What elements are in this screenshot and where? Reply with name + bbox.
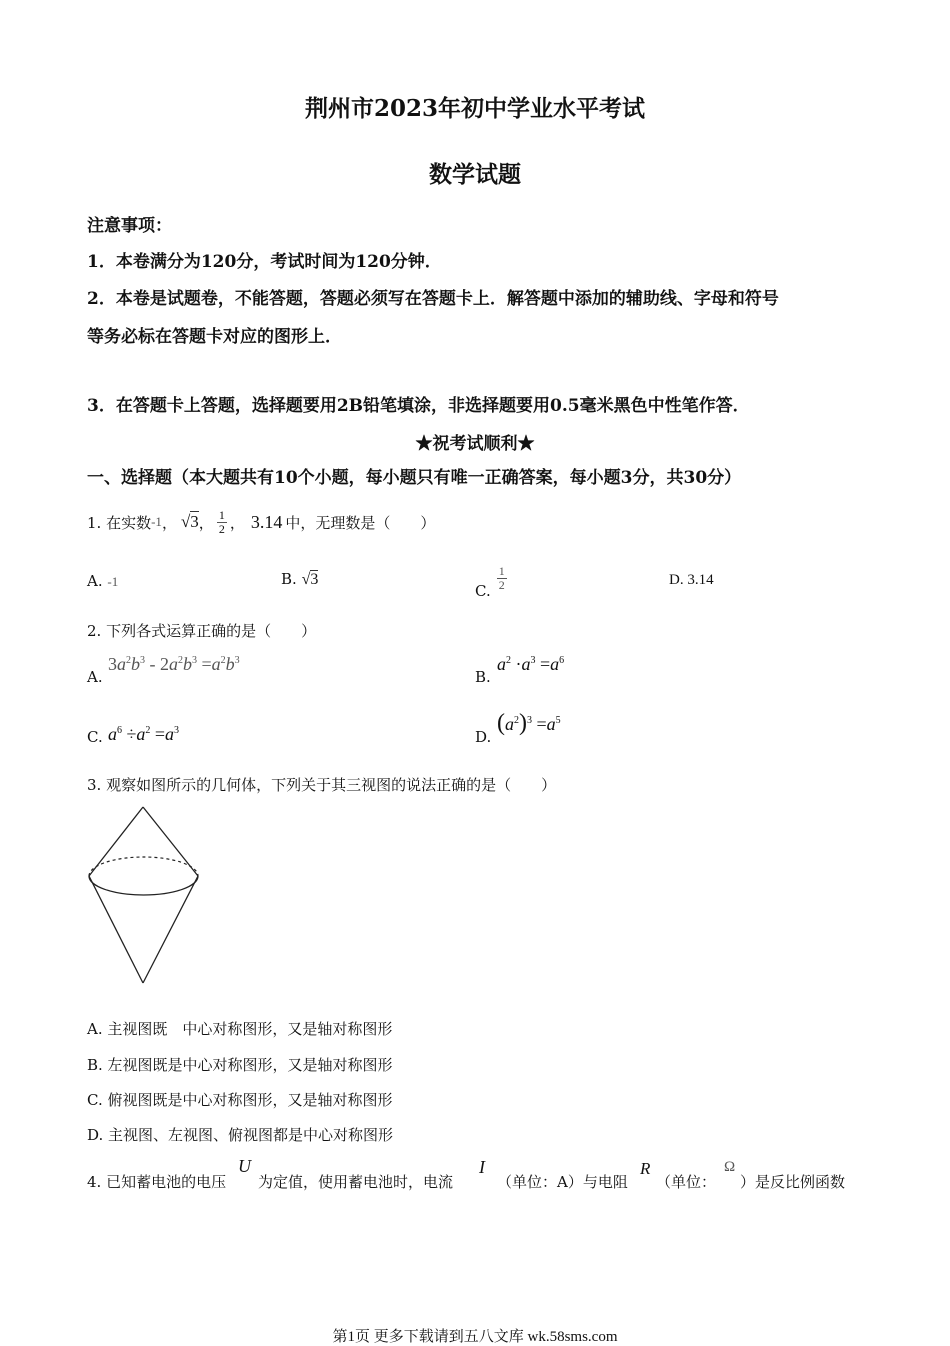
- q2-option-b-expression: $a^2 \cdot a^3 =a^6$: [497, 654, 565, 674]
- q4-voltage-symbol: U: [238, 1156, 251, 1176]
- exam-title: 荆州市2023年初中学业水平考试: [304, 95, 645, 122]
- q1-separator: ，: [161, 513, 177, 532]
- q2-option-b-label: B.: [475, 668, 491, 686]
- q1-option-a: [87, 572, 118, 590]
- double-cone-figure: [84, 804, 204, 988]
- q1-option-b-radicand: 3: [310, 571, 319, 588]
- q1-number-neg-one: -1: [151, 514, 162, 529]
- q1-decimal: 3.14: [250, 511, 283, 532]
- q4-prefix: 4. 已知蓄电池的电压: [87, 1173, 227, 1191]
- q1-option-a-value: -1: [107, 574, 119, 589]
- q3-option-c: C. 俯视图既是中心对称图形，又是轴对称图形: [87, 1091, 393, 1109]
- question-2-stem: 2. 下列各式运算正确的是（ ）: [87, 622, 317, 640]
- q1-option-c-numerator: 1: [498, 563, 505, 578]
- q1-option-c-fraction: [497, 565, 507, 592]
- q2-option-a-label: A.: [87, 668, 103, 686]
- note-item-1: 1．本卷满分为120分，考试时间为120分钟．: [87, 252, 442, 272]
- q4-resistance-symbol: R: [640, 1159, 651, 1178]
- q1-suffix: 中，无理数是（ ）: [285, 513, 436, 532]
- q1-separator: ，: [198, 513, 214, 532]
- q1-option-b-sqrt: [302, 570, 319, 588]
- option-label: C.: [475, 582, 491, 600]
- q4-middle-text-1: 为定值，使用蓄电池时，电流: [258, 1173, 454, 1191]
- q2-option-d-expression: $(a^2)^3 =a^5$: [497, 710, 561, 736]
- q1-option-d: D. 3.14: [669, 572, 714, 588]
- q1-separator: ，: [229, 513, 245, 532]
- q2-option-a-expression: $3a^2b^3 - 2a^2b^3 =a^2b^3$: [108, 654, 240, 674]
- notes-heading: 注意事项：: [87, 216, 172, 236]
- q4-current-symbol: I: [479, 1157, 485, 1177]
- exam-subtitle: 数学试题: [429, 161, 521, 188]
- q1-frac-numerator: 1: [218, 507, 225, 522]
- q1-option-c-denominator: 2: [498, 577, 505, 592]
- wish-line: ★祝考试顺利★: [415, 434, 535, 454]
- q1-sqrt-three: [181, 512, 199, 532]
- q1-option-b: [281, 570, 318, 589]
- option-label: A.: [87, 572, 103, 590]
- option-label: B.: [281, 570, 297, 588]
- note-item-2-line-1: 2．本卷是试题卷，不能答题，答题必须写在答题卡上．解答题中添加的辅助线、字母和符号: [87, 289, 779, 309]
- q1-frac-denominator: 2: [218, 521, 225, 536]
- q1-option-c: [475, 556, 507, 600]
- question-3-stem: 3. 观察如图所示的几何体，下列关于其三视图的说法正确的是（ ）: [87, 776, 557, 794]
- q2-option-c-label: C.: [87, 728, 103, 746]
- page-footer: 第1页 更多下载请到五八文库 wk.58sms.com: [332, 1329, 618, 1345]
- q4-middle-text-2: （单位：A）与电阻: [497, 1173, 628, 1191]
- q1-prefix: 1. 在实数: [87, 513, 152, 532]
- q1-fraction-half: [217, 509, 227, 536]
- cone-base-visible-arc: [89, 876, 198, 895]
- q2-option-c-expression: $a^6 \div a^2 =a^3$: [108, 724, 180, 744]
- question-1-stem: [87, 504, 435, 540]
- cone-base-hidden-arc: [89, 857, 198, 876]
- section-heading: 一、选择题（本大题共有10个小题，每小题只有唯一正确答案，每小题3分，共30分）: [87, 468, 742, 488]
- q3-option-a: A. 主视图既 中心对称图形，又是轴对称图形: [87, 1020, 393, 1038]
- note-item-2-line-2: 等务必标在答题卡对应的图形上．: [87, 327, 342, 347]
- sqrt-icon: √: [180, 512, 191, 531]
- q3-option-b: B. 左视图既是中心对称图形，又是轴对称图形: [87, 1056, 393, 1074]
- q2-option-d-label: D.: [475, 728, 492, 746]
- note-item-3: 3．在答题卡上答题，选择题要用2B铅笔填涂，非选择题要用0.5毫米黑色中性笔作答．: [87, 396, 750, 416]
- q4-middle-text-3: （单位：: [656, 1173, 717, 1191]
- q4-suffix: ）是反比例函数: [740, 1173, 846, 1191]
- sqrt-icon: √: [301, 571, 311, 588]
- q4-ohm-symbol: Ω: [724, 1159, 736, 1175]
- q1-sqrt-radicand: 3: [190, 512, 199, 531]
- q3-option-d: D. 主视图、左视图、俯视图都是中心对称图形: [87, 1126, 394, 1144]
